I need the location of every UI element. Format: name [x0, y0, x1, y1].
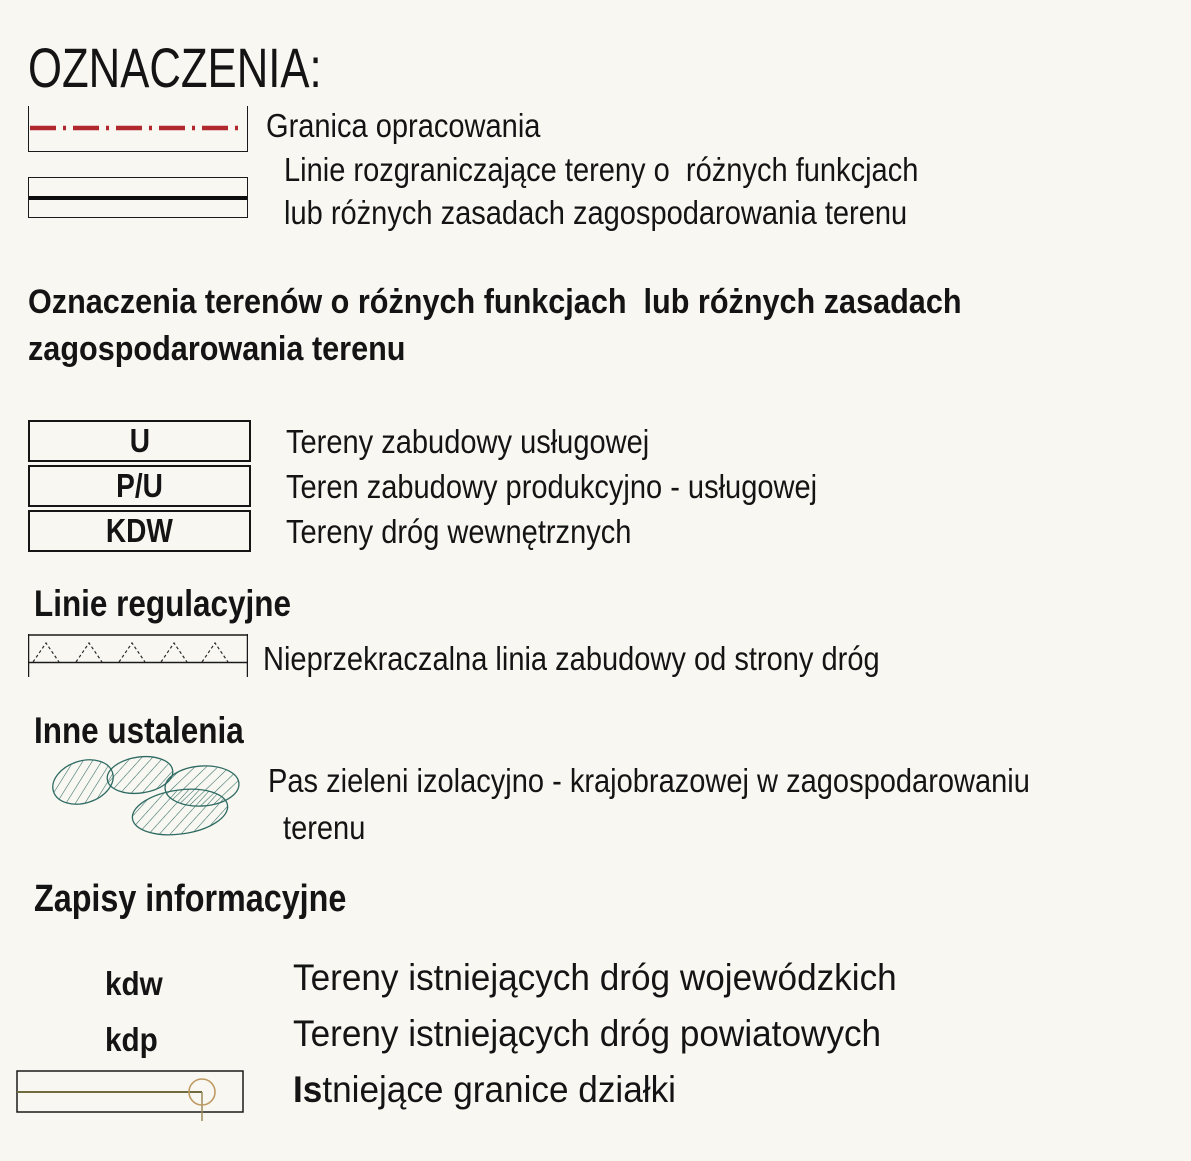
zone-box-kdw: [28, 510, 251, 552]
zapisy-informacyjne-heading: Zapisy informacyjne: [34, 878, 347, 920]
granice-label-bold-part: Is: [293, 1069, 323, 1110]
hatched-greenbelt-blob-icon: [50, 753, 250, 843]
linia-zabudowy-symbol: [28, 634, 248, 685]
pas-zieleni-label-line1: Pas zieleni izolacyjno - krajobrazowej w zagospodarowaniu: [268, 762, 1030, 799]
kdw-code: kdw: [105, 965, 163, 1002]
page-title-text: OZNACZENIA:: [28, 36, 322, 99]
parcel-boundary-line-circle-icon: [16, 1068, 251, 1124]
setback-line-triangles-icon: [28, 634, 248, 680]
zone-code-u: U: [129, 422, 150, 459]
kdp-code: kdp: [105, 1021, 158, 1058]
page-title: [28, 36, 404, 100]
granice-label-rest: tniejące granice działki: [322, 1069, 676, 1110]
pas-zieleni-symbol: [50, 753, 250, 848]
zones-heading-line2: zagospodarowania terenu: [28, 330, 406, 368]
red-dashdot-line-icon: [29, 106, 246, 150]
zone-desc-u: Tereny zabudowy usługowej: [286, 423, 650, 460]
granica-opracowania-label: Granica opracowania: [266, 107, 541, 144]
kdw-desc: Tereny istniejących dróg wojewódzkich: [293, 957, 897, 998]
zone-box-pu: [28, 465, 251, 507]
zone-desc-pu: Teren zabudowy produkcyjno - usługowej: [286, 468, 818, 505]
granica-opracowania-symbol: [28, 106, 248, 152]
linie-rozgraniczajace-symbol: [28, 177, 248, 218]
linia-zabudowy-label: Nieprzekraczalna linia zabudowy od strony dróg: [263, 640, 880, 677]
zones-heading-line1: Oznaczenia terenów o różnych funkcjach lub różnych zasadach: [28, 283, 962, 321]
linie-rozgraniczajace-label-line1: Linie rozgraniczające tereny o różnych funkcjach: [284, 151, 919, 188]
granice-dzialki-symbol: [16, 1068, 251, 1129]
zone-box-u: [28, 420, 251, 462]
zone-code-pu: P/U: [116, 467, 163, 504]
zone-desc-kdw: Tereny dróg wewnętrznych: [286, 513, 632, 550]
pas-zieleni-label-line2: terenu: [283, 809, 366, 846]
zone-code-kdw: KDW: [106, 512, 173, 549]
linie-rozgraniczajace-label-line2: lub różnych zasadach zagospodarowania terenu: [284, 194, 908, 231]
kdp-desc: Tereny istniejących dróg powiatowych: [293, 1013, 882, 1054]
thick-black-line-icon: [29, 196, 247, 200]
granice-dzialki-label: [293, 1069, 696, 1112]
inne-ustalenia-heading: Inne ustalenia: [34, 710, 244, 751]
linie-regulacyjne-heading: Linie regulacyjne: [34, 583, 291, 624]
